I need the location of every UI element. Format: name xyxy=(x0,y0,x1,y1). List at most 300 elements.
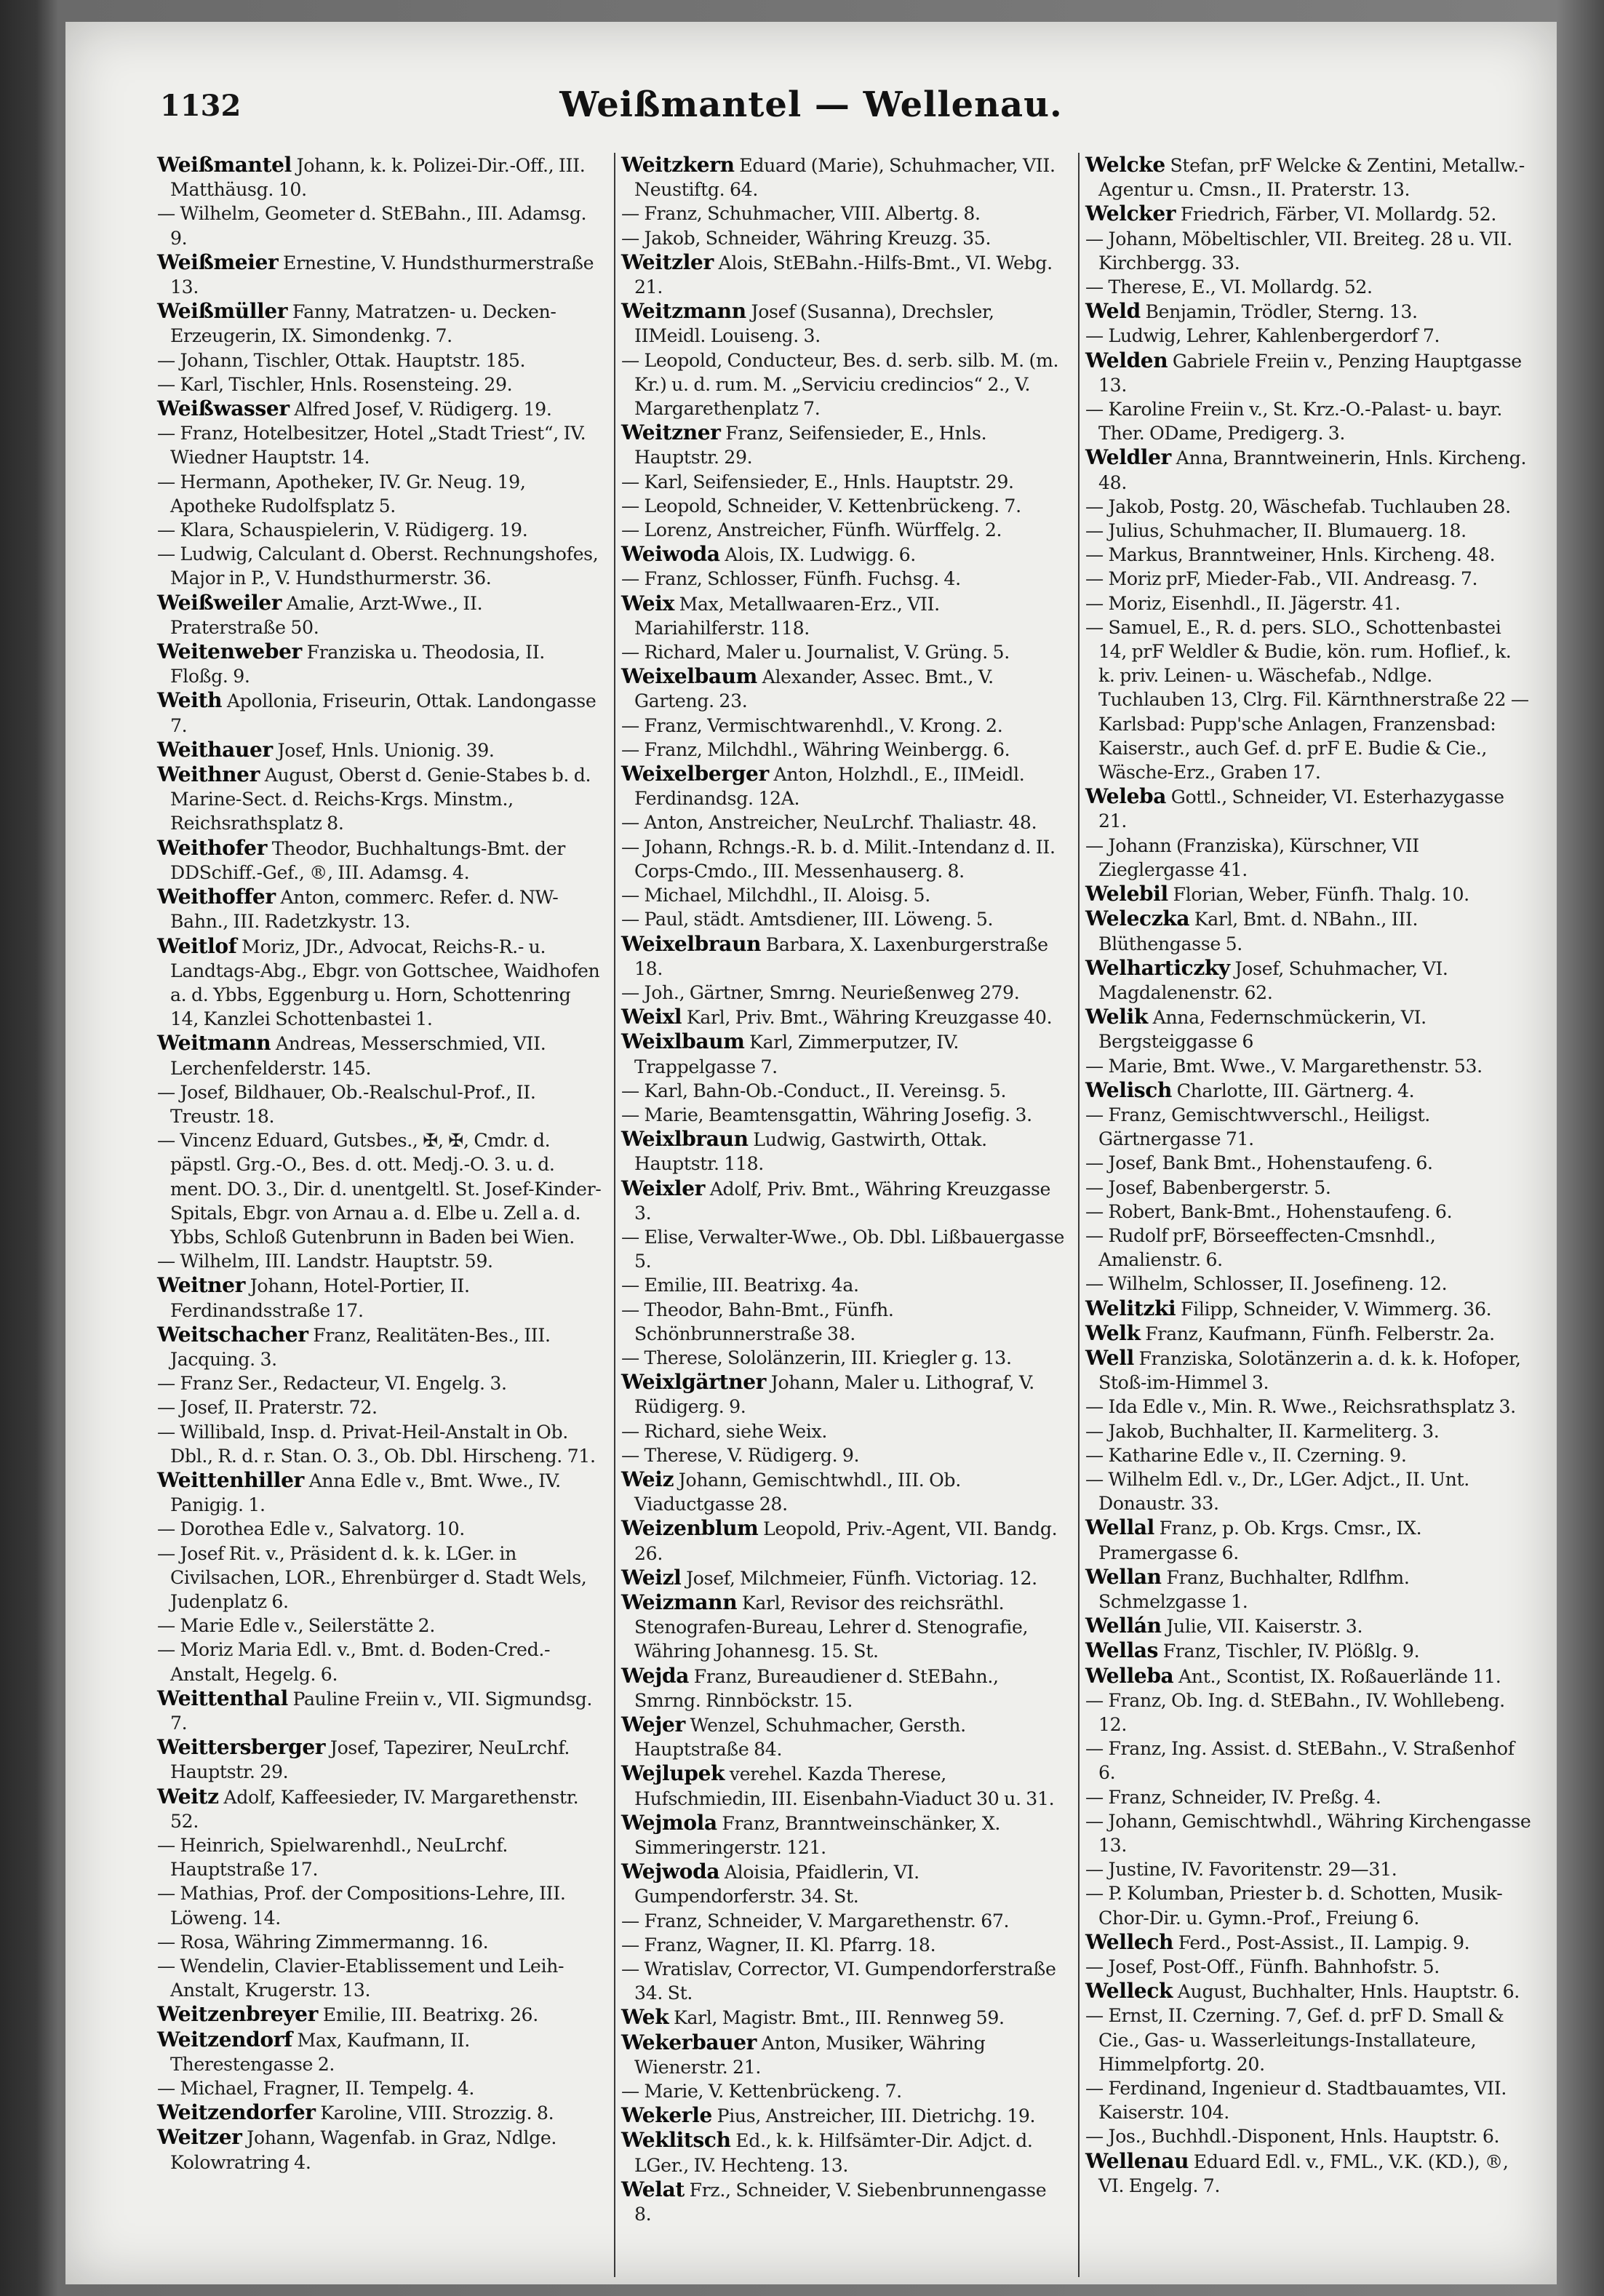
directory-entry xyxy=(157,836,602,885)
directory-entry xyxy=(157,1785,602,1833)
entry-surname: Weizenblum xyxy=(621,1516,759,1541)
directory-entry xyxy=(621,2103,1066,2128)
directory-entry xyxy=(157,1128,602,1249)
entry-surname: Weixelbaum xyxy=(621,664,757,689)
entry-details: Eduard Edl. v., FML., V.K. (KD.), ®, VI. Engelg. 7. xyxy=(1098,2150,1509,2196)
directory-entry xyxy=(157,299,602,348)
entry-details: Filipp, Schneider, V. Wimmerg. 36. xyxy=(1176,1298,1492,1320)
directory-entry xyxy=(621,1811,1066,1859)
entry-surname: Welitzki xyxy=(1085,1296,1176,1320)
entry-details: — Leopold, Schneider, V. Kettenbrückeng. 7. xyxy=(621,495,1021,517)
entry-details: Franz, Realitäten-Bes., III. Jacquing. 3. xyxy=(170,1324,551,1370)
directory-entry xyxy=(621,1443,1066,1467)
entry-details: — Josef, II. Praterstr. 72. xyxy=(157,1397,378,1419)
column-middle xyxy=(615,153,1080,2277)
directory-entry xyxy=(621,640,1066,664)
directory-entry xyxy=(621,250,1066,299)
entry-details: Gabriele Freiin v., Penzing Hauptgasse 13. xyxy=(1098,350,1522,396)
entry-details: — Therese, E., VI. Mollardg. 52. xyxy=(1085,276,1373,298)
directory-entry xyxy=(157,1395,602,1419)
entry-surname: Weitzenbreyer xyxy=(157,2002,319,2027)
directory-entry xyxy=(157,1614,602,1638)
directory-entry xyxy=(1085,1664,1532,1689)
entry-details: Karl, Magistr. Bmt., III. Rennweg 59. xyxy=(669,2007,1005,2029)
entry-details: Franz, Buchhalter, Rdlfhm. Schmelzgasse 1. xyxy=(1098,1566,1410,1612)
directory-entry xyxy=(621,1566,1066,1590)
entry-details: Josef, Tapezirer, NeuLrchf. Hauptstr. 29. xyxy=(170,1737,570,1783)
entry-details: — Lorenz, Anstreicher, Fünfh. Würffelg. 2. xyxy=(621,519,1002,541)
directory-entry xyxy=(621,883,1066,907)
directory-entry xyxy=(621,1029,1066,1078)
entry-surname: Weittenthal xyxy=(157,1686,288,1710)
entry-surname: Wekerbauer xyxy=(621,2030,757,2054)
entry-details: — Franz, Schneider, IV. Preßg. 4. xyxy=(1085,1786,1381,1808)
entry-details: — Wilhelm, Geometer d. StEBahn., III. Adamsg. 9. xyxy=(157,203,587,249)
entry-details: Adolf, Priv. Bmt., Währing Kreuzgasse 3. xyxy=(634,1178,1051,1224)
entry-surname: Welk xyxy=(1085,1320,1141,1345)
directory-entry xyxy=(157,1930,602,1954)
entry-details: — Johann, Möbeltischler, VII. Breiteg. 28 u. VII. Kirchbergg. 33. xyxy=(1085,228,1512,274)
entry-details: — Johann (Franziska), Kürschner, VII Zieglergasse 41. xyxy=(1085,834,1419,880)
entry-details: — P. Kolumban, Priester b. d. Schotten, Musik-Chor-Dir. u. Gymn.-Prof., Freiung 6. xyxy=(1085,1883,1503,1929)
entry-surname: Weitschacher xyxy=(157,1322,308,1347)
directory-entry xyxy=(621,567,1066,591)
entry-details: Franz, Seifensieder, E., Hnls. Hauptstr. 29. xyxy=(634,423,987,469)
entry-surname: Weitz xyxy=(157,1784,219,1809)
entry-details: — Johann, Gemischtwhdl., Währing Kirchengasse 13. xyxy=(1085,1810,1531,1857)
entry-details: — Wilhelm Edl. v., Dr., LGer. Adjct., II. Unt. Donaustr. 33. xyxy=(1085,1468,1469,1515)
entry-surname: Wellán xyxy=(1085,1614,1162,1638)
entry-details: — Karl, Bahn-Ob.-Conduct., II. Vereinsg. 5. xyxy=(621,1080,1007,1101)
entry-details: Franziska, Solotänzerin a. d. k. k. Hofoper, Stoß-im-Himmel 3. xyxy=(1098,1347,1521,1394)
entry-surname: Weith xyxy=(157,688,223,713)
directory-entry xyxy=(157,738,602,762)
entry-surname: Weiwoda xyxy=(621,542,720,567)
directory-entry xyxy=(157,1249,602,1273)
directory-entry xyxy=(1085,1419,1532,1443)
entry-details: Anton, commerc. Refer. d. NW-Bahn., III. Radetzkystr. 13. xyxy=(170,887,559,933)
entry-details: — Hermann, Apotheker, IV. Gr. Neug. 19, Apotheke Rudolfsplatz 5. xyxy=(157,471,526,517)
directory-entry xyxy=(621,1419,1066,1443)
directory-entry xyxy=(1085,956,1532,1005)
directory-entry xyxy=(1085,1955,1532,1979)
entry-details: Adolf, Kaffeesieder, IV. Margarethenstr. 52. xyxy=(170,1786,579,1832)
directory-entry xyxy=(621,1933,1066,1957)
entry-details: Frz., Schneider, V. Siebenbrunnengasse 8. xyxy=(634,2179,1047,2225)
entry-details: — Wilhelm, III. Landstr. Hauptstr. 59. xyxy=(157,1251,493,1272)
directory-entry xyxy=(1085,519,1532,543)
entry-details: — Michael, Milchdhl., II. Aloisg. 5. xyxy=(621,885,930,906)
entry-surname: Weitzkern xyxy=(621,153,735,177)
entry-details: Apollonia, Friseurin, Ottak. Landongasse 7. xyxy=(170,690,596,736)
entry-details: — Franz, Milchdhl., Währing Weinbergg. 6. xyxy=(621,738,1010,760)
directory-entry xyxy=(1085,445,1532,494)
directory-entry xyxy=(1085,1638,1532,1663)
directory-entry xyxy=(621,226,1066,250)
entry-details: — Dorothea Edle v., Salvatorg. 10. xyxy=(157,1518,465,1540)
entry-surname: Wejer xyxy=(621,1713,685,1737)
directory-entry xyxy=(1085,2124,1532,2148)
entry-surname: Welik xyxy=(1085,1005,1148,1029)
entry-details: — Michael, Fragner, II. Tempelg. 4. xyxy=(157,2078,474,2100)
directory-entry xyxy=(621,1079,1066,1103)
entry-surname: Wejwoda xyxy=(621,1859,720,1884)
entry-details: Anna, Branntweinerin, Hnls. Kircheng. 48. xyxy=(1098,447,1527,493)
entry-details: — Rudolf prF, Börseeffecten-Cmsnhdl., Amalienstr. 6. xyxy=(1085,1224,1436,1271)
entry-details: Anna, Federnschmückerin, VI. Bergsteiggasse 6 xyxy=(1098,1007,1427,1053)
directory-entry xyxy=(1085,324,1532,348)
directory-entry xyxy=(1085,882,1532,906)
entry-details: Anna Edle v., Bmt. Wwe., IV. Panigig. 1. xyxy=(170,1470,561,1516)
entry-details: Benjamin, Trödler, Sterng. 13. xyxy=(1140,301,1418,323)
directory-entry xyxy=(157,1273,602,1322)
entry-surname: Weißmüller xyxy=(157,299,288,324)
entry-details: — Joh., Gärtner, Smrng. Neurießenweg 279. xyxy=(621,981,1020,1003)
entry-surname: Weitner xyxy=(157,1273,246,1298)
directory-entry xyxy=(621,1713,1066,1761)
directory-entry xyxy=(621,202,1066,226)
entry-details: August, Oberst d. Genie-Stabes b. d. Marine-Sect. d. Reichs-Krgs. Minstm., Reichsrathsplatz 8. xyxy=(170,765,591,834)
directory-entry xyxy=(621,1761,1066,1810)
entry-details: — Moriz prF, Mieder-Fab., VII. Andreasg. 7. xyxy=(1085,568,1478,590)
directory-entry xyxy=(621,348,1066,421)
entry-surname: Weitzer xyxy=(157,2125,242,2150)
directory-entry xyxy=(621,762,1066,810)
entry-details: — Vincenz Eduard, Gutsbes., ✠, ✠, Cmdr. d. päpstl. Grg.-O., Bes. d. ott. Medj.-O. 3. u. d. ment. DO. 3., Dir. d. unentgeltl. St. Josef-Kinder-Spitals, Ebgr. von Arnau a. d. Elbe u. Zell a. d. Ybbs, Schloß Gutenbrunn in Baden bei Wien. xyxy=(157,1130,602,1248)
entry-details: Max, Metallwaaren-Erz., VII. Mariahilferstr. 118. xyxy=(634,593,940,639)
entry-details: Ant., Scontist, IX. Roßauerlände 11. xyxy=(1173,1665,1501,1687)
entry-details: Franz, Tischler, IV. Plößlg. 9. xyxy=(1158,1641,1420,1662)
entry-surname: Welleck xyxy=(1085,1979,1173,2004)
directory-entry xyxy=(621,2177,1066,2226)
entry-details: Pauline Freiin v., VII. Sigmundsg. 7. xyxy=(170,1688,592,1734)
entry-details: Josef (Susanna), Drechsler, IIMeidl. Louiseng. 3. xyxy=(634,301,994,347)
entry-details: Moriz, JDr., Advocat, Reichs-R.- u. Landtags-Abg., Ebgr. von Gottschee, Waidhofen a. d. Ybbs, Eggenburg u. Horn, Schottenring 14, Kanzlei Schottenbastei 1. xyxy=(170,936,600,1030)
entry-details: — Franz, Ing. Assist. d. StEBahn., V. Straßenhof 6. xyxy=(1085,1738,1515,1784)
entry-details: Johann, Maler u. Lithograf, V. Rüdigerg. 9. xyxy=(634,1372,1034,1418)
entry-details: Karl, Zimmerputzer, IV. Trappelgasse 7. xyxy=(634,1032,959,1077)
entry-details: August, Buchhalter, Hnls. Hauptstr. 6. xyxy=(1173,1981,1520,2003)
entry-surname: Weizmann xyxy=(621,1590,738,1614)
directory-entry xyxy=(1085,1689,1532,1737)
entry-details: Franziska u. Theodosia, II. Floßg. 9. xyxy=(170,642,545,687)
directory-entry xyxy=(157,885,602,933)
directory-entry xyxy=(1085,2004,1532,2076)
entry-details: — Franz, Gemischtwverschl., Heiligst. Gärtnergasse 71. xyxy=(1085,1104,1430,1150)
page-header xyxy=(65,22,1557,131)
directory-entry xyxy=(1085,1296,1532,1321)
entry-surname: Wellenau xyxy=(1085,2148,1189,2173)
running-head: Weißmantel — Wellenau. xyxy=(559,84,1063,125)
directory-entry xyxy=(621,1590,1066,1664)
entry-surname: Welcker xyxy=(1085,202,1176,226)
entry-details: Alexander, Assec. Bmt., V. Garteng. 23. xyxy=(634,666,994,712)
directory-entry xyxy=(1085,153,1532,202)
directory-entry xyxy=(621,1176,1066,1225)
directory-entry xyxy=(1085,1176,1532,1200)
directory-entry xyxy=(621,1516,1066,1565)
entry-details: Stefan, prF Welcke & Zentini, Metallw.-Agentur u. Cmsn., II. Praterstr. 13. xyxy=(1098,155,1525,201)
entry-details: — Franz, Vermischtwarenhdl., V. Krong. 2. xyxy=(621,714,1003,736)
directory-entry xyxy=(1085,1881,1532,1929)
directory-entry xyxy=(1085,567,1532,591)
entry-details: — Mathias, Prof. der Compositions-Lehre, III. Löweng. 14. xyxy=(157,1883,566,1929)
directory-entry xyxy=(1085,1054,1532,1078)
entry-details: Ferd., Post-Assist., II. Lampig. 9. xyxy=(1173,1932,1470,1953)
entry-details: Franz, p. Ob. Krgs. Cmsr., IX. Pramergasse 6. xyxy=(1098,1518,1422,1563)
directory-entry xyxy=(621,420,1066,469)
column-left xyxy=(151,153,615,2277)
directory-entry xyxy=(1085,202,1532,226)
directory-entry xyxy=(621,835,1066,883)
directory-entry xyxy=(1085,1224,1532,1272)
directory-entry xyxy=(157,688,602,737)
directory-entry xyxy=(1085,1614,1532,1638)
directory-entry xyxy=(621,1103,1066,1127)
directory-entry xyxy=(621,981,1066,1005)
entry-surname: Weleba xyxy=(1085,784,1167,809)
directory-entry xyxy=(1085,1857,1532,1881)
entry-surname: Weizl xyxy=(621,1565,682,1590)
directory-entry xyxy=(157,1420,602,1468)
entry-details: — Jos., Buchhdl.-Disponent, Hnls. Hauptstr. 6. xyxy=(1085,2126,1500,2148)
directory-entry xyxy=(157,1954,602,2002)
entry-details: — Rosa, Währing Zimmermanng. 16. xyxy=(157,1931,489,1953)
entry-surname: Weithner xyxy=(157,762,260,787)
entry-details: Alois, IX. Ludwigg. 6. xyxy=(719,544,916,566)
entry-surname: Weixlbraun xyxy=(621,1127,749,1152)
directory-entry xyxy=(157,1323,602,1371)
entry-details: Josef, Hnls. Unionig. 39. xyxy=(272,739,495,761)
entry-surname: Weitlof xyxy=(157,933,237,958)
entry-details: — Samuel, E., R. d. pers. SLO., Schottenbastei 14, prF Weldler & Budie, kön. rum. Hoflief., k. k. priv. Leinen- u. Wäschefab., Ndlge. Tuchlauben 13, Clrg. Fil. Kärnthnerstraße 22 — Karlsbad: Pupp'sche Anlagen, Franzensbad: Kaiserstr., auch Gef. d. prF E. Budie & Cie., Wäsche-Erz., Graben 17. xyxy=(1085,616,1529,784)
directory-entry xyxy=(621,932,1066,981)
directory-entry xyxy=(157,1031,602,1080)
column-right xyxy=(1080,153,1544,2277)
directory-entry xyxy=(157,591,602,639)
directory-entry xyxy=(621,1957,1066,2005)
entry-details: Josef, Milchmeier, Fünfh. Victoriag. 12. xyxy=(681,1567,1037,1589)
directory-entry xyxy=(1085,1346,1532,1395)
entry-surname: Well xyxy=(1085,1345,1134,1370)
directory-entry xyxy=(157,1542,602,1614)
entry-details: — Anton, Anstreicher, NeuLrchf. Thaliastr. 48. xyxy=(621,812,1037,834)
directory-entry xyxy=(1085,1979,1532,2004)
entry-details: — Marie, V. Kettenbrückeng. 7. xyxy=(621,2081,902,2102)
directory-entry xyxy=(1085,299,1532,324)
directory-entry xyxy=(621,714,1066,738)
directory-columns xyxy=(151,153,1544,2277)
directory-entry xyxy=(1085,397,1532,445)
directory-entry xyxy=(621,2030,1066,2079)
directory-entry xyxy=(157,2076,602,2100)
directory-entry xyxy=(157,934,602,1032)
entry-details: Alois, StEBahn.-Hilfs-Bmt., VI. Webg. 21. xyxy=(634,252,1053,298)
entry-details: — Therese, V. Rüdigerg. 9. xyxy=(621,1444,860,1466)
entry-details: — Franz, Ob. Ing. d. StEBahn., IV. Wohllebeng. 12. xyxy=(1085,1689,1505,1735)
directory-entry xyxy=(157,421,602,469)
entry-surname: Weißmeier xyxy=(157,250,279,274)
directory-entry xyxy=(1085,906,1532,955)
entry-details: — Theodor, Bahn-Bmt., Fünfh. Schönbrunnerstraße 38. xyxy=(621,1299,894,1344)
entry-details: Ludwig, Gastwirth, Ottak. Hauptstr. 118. xyxy=(634,1129,987,1175)
directory-entry xyxy=(1085,1809,1532,1857)
entry-surname: Welcke xyxy=(1085,153,1165,177)
entry-surname: Weleczka xyxy=(1085,906,1190,931)
entry-surname: Wejda xyxy=(621,1663,690,1688)
entry-details: — Josef, Post-Off., Fünfh. Bahnhofstr. 5. xyxy=(1085,1956,1440,1978)
entry-details: — Franz, Schlosser, Fünfh. Fuchsg. 4. xyxy=(621,568,961,590)
entry-details: — Therese, Sololänzerin, III. Kriegler g. 13. xyxy=(621,1347,1012,1368)
entry-details: Wenzel, Schuhmacher, Gersth. Hauptstraße 84. xyxy=(634,1715,966,1761)
entry-details: Emilie, III. Beatrixg. 26. xyxy=(318,2004,538,2026)
entry-details: Franz, Branntweinschänker, X. Simmeringerstr. 121. xyxy=(634,1812,1001,1859)
directory-entry xyxy=(621,1859,1066,1908)
directory-entry xyxy=(1085,1103,1532,1151)
directory-entry xyxy=(1085,1078,1532,1103)
directory-entry xyxy=(157,1833,602,1881)
directory-entry xyxy=(621,518,1066,542)
entry-surname: Weldler xyxy=(1085,445,1171,470)
entry-details: — Franz, Hotelbesitzer, Hotel „Stadt Triest“, IV. Wiedner Hauptstr. 14. xyxy=(157,423,586,469)
directory-entry xyxy=(1085,1272,1532,1296)
entry-details: Josef, Schuhmacher, VI. Magdalenenstr. 62. xyxy=(1098,957,1448,1003)
directory-entry xyxy=(1085,1395,1532,1419)
entry-details: — Klara, Schauspielerin, V. Rüdigerg. 19. xyxy=(157,519,528,541)
directory-entry xyxy=(157,396,602,421)
entry-details: — Heinrich, Spielwarenhdl., NeuLrchf. Hauptstraße 17. xyxy=(157,1835,508,1881)
entry-surname: Weithoffer xyxy=(157,885,276,909)
entry-details: Johann, Wagenfab. in Graz, Ndlge. Kolowratring 4. xyxy=(170,2127,557,2173)
directory-entry xyxy=(1085,1515,1532,1564)
directory-entry xyxy=(621,1298,1066,1346)
entry-surname: Weitzendorf xyxy=(157,2027,292,2052)
directory-entry xyxy=(621,1664,1066,1713)
directory-entry xyxy=(157,1468,602,1517)
directory-entry xyxy=(1085,1785,1532,1809)
directory-entry xyxy=(621,907,1066,931)
directory-entry xyxy=(621,470,1066,494)
entry-details: Amalie, Arzt-Wwe., II. Praterstraße 50. xyxy=(170,592,483,638)
entry-details: Karoline, VIII. Strozzig. 8. xyxy=(315,2102,554,2124)
directory-entry xyxy=(621,299,1066,348)
entry-surname: Weitzendorfer xyxy=(157,2100,316,2125)
directory-entry xyxy=(621,591,1066,640)
entry-surname: Weixelbraun xyxy=(621,931,762,956)
entry-surname: Weitzler xyxy=(621,250,714,274)
entry-details: verehel. Kazda Therese, Hufschmiedin, III. Eisenbahn-Viaduct 30 u. 31. xyxy=(634,1763,1055,1809)
directory-entry xyxy=(621,1225,1066,1273)
entry-details: — Richard, Maler u. Journalist, V. Grüng. 5. xyxy=(621,642,1010,663)
entry-surname: Wellan xyxy=(1085,1564,1162,1589)
entry-surname: Weiz xyxy=(621,1467,674,1491)
entry-surname: Weißmantel xyxy=(157,153,292,177)
entry-details: Max, Kaufmann, II. Therestengasse 2. xyxy=(170,2029,470,2075)
directory-entry xyxy=(1085,1467,1532,1515)
entry-details: — Franz Ser., Redacteur, VI. Engelg. 3. xyxy=(157,1373,507,1395)
entry-details: — Paul, städt. Amtsdiener, III. Löweng. 5. xyxy=(621,909,994,930)
entry-details: — Richard, siehe Weix. xyxy=(621,1420,828,1442)
directory-entry xyxy=(157,372,602,396)
directory-entry xyxy=(621,2005,1066,2030)
entry-details: — Karl, Seifensieder, E., Hnls. Hauptstr. 29. xyxy=(621,471,1014,493)
directory-entry xyxy=(621,542,1066,567)
directory-entry xyxy=(157,518,602,542)
entry-details: — Markus, Branntweiner, Hnls. Kircheng. 48. xyxy=(1085,544,1496,566)
entry-surname: Wek xyxy=(621,2005,669,2030)
entry-details: — Robert, Bank-Bmt., Hohenstaufeng. 6. xyxy=(1085,1200,1453,1222)
entry-surname: Weixlgärtner xyxy=(621,1370,767,1395)
entry-details: — Franz, Wagner, II. Kl. Pfarrg. 18. xyxy=(621,1934,936,1956)
directory-entry xyxy=(157,1686,602,1735)
entry-surname: Wellas xyxy=(1085,1638,1159,1663)
entry-surname: Weißwasser xyxy=(157,396,290,421)
entry-details: — Moriz, Eisenhdl., II. Jägerstr. 41. xyxy=(1085,592,1400,614)
entry-details: — Wendelin, Clavier-Etablissement und Leih-Anstalt, Krugerstr. 13. xyxy=(157,1956,564,2001)
entry-details: — Ferdinand, Ingenieur d. Stadtbauamtes, VII. Kaiserstr. 104. xyxy=(1085,2078,1507,2124)
entry-surname: Wekerle xyxy=(621,2103,712,2128)
entry-details: — Franz, Schneider, V. Margarethenstr. 67. xyxy=(621,1910,1010,1932)
directory-page xyxy=(65,22,1557,2284)
entry-details: — Leopold, Conducteur, Bes. d. serb. silb. M. (m. Kr.) u. d. rum. M. „Serviciu credincios“ 2., V. Margarethenplatz 7. xyxy=(621,349,1059,420)
entry-details: Franz, Kaufmann, Fünfh. Felberstr. 2a. xyxy=(1140,1323,1495,1344)
entry-surname: Welat xyxy=(621,2177,685,2201)
entry-details: — Marie Edle v., Seilerstätte 2. xyxy=(157,1615,436,1637)
entry-details: Fanny, Matratzen- u. Decken-Erzeugerin, IX. Simondenkg. 7. xyxy=(170,301,556,347)
entry-details: — Josef, Babenbergerstr. 5. xyxy=(1085,1176,1331,1198)
entry-surname: Welleba xyxy=(1085,1663,1174,1688)
directory-entry xyxy=(621,2079,1066,2103)
entry-details: — Marie, Bmt. Wwe., V. Margarethenstr. 53. xyxy=(1085,1055,1483,1077)
entry-surname: Wellech xyxy=(1085,1929,1174,1954)
directory-entry xyxy=(621,1005,1066,1029)
directory-entry xyxy=(1085,1200,1532,1224)
directory-entry xyxy=(621,664,1066,713)
directory-entry xyxy=(157,202,602,250)
entry-surname: Weld xyxy=(1085,299,1141,324)
entry-details: Friedrich, Färber, VI. Mollardg. 52. xyxy=(1176,204,1497,226)
entry-details: — Justine, IV. Favoritenstr. 29—31. xyxy=(1085,1859,1397,1881)
entry-details: — Jakob, Postg. 20, Wäschefab. Tuchlauben 28. xyxy=(1085,495,1511,517)
entry-details: — Julius, Schuhmacher, II. Blumauerg. 18. xyxy=(1085,520,1467,542)
entry-surname: Weithofer xyxy=(157,835,268,860)
entry-details: — Moriz Maria Edl. v., Bmt. d. Boden-Cred.-Anstalt, Hegelg. 6. xyxy=(157,1639,551,1685)
entry-details: Pius, Anstreicher, III. Dietrichg. 19. xyxy=(711,2105,1036,2127)
entry-surname: Weißweiler xyxy=(157,590,282,615)
directory-entry xyxy=(621,1127,1066,1176)
directory-entry xyxy=(1085,1321,1532,1346)
entry-surname: Weitzmann xyxy=(621,299,746,324)
directory-entry xyxy=(157,348,602,372)
directory-entry xyxy=(1085,495,1532,519)
directory-entry xyxy=(157,2028,602,2076)
directory-entry xyxy=(157,2002,602,2027)
entry-details: — Willibald, Insp. d. Privat-Heil-Anstalt in Ob. Dbl., R. d. r. Stan. O. 3., Ob. Dbl. Hirscheng. 71. xyxy=(157,1421,596,1467)
entry-details: — Jakob, Buchhalter, II. Karmeliterg. 3. xyxy=(1085,1420,1440,1442)
entry-details: — Wilhelm, Schlosser, II. Josefineng. 12. xyxy=(1085,1273,1448,1295)
directory-entry xyxy=(621,1346,1066,1370)
entry-details: — Ludwig, Calculant d. Oberst. Rechnungshofes, Major in P., V. Hundsthurmerstr. 36. xyxy=(157,543,599,589)
entry-details: — Josef Rit. v., Präsident d. k. k. LGer. in Civilsachen, LOR., Ehrenbürger d. Stadt Wels, Judenplatz 6. xyxy=(157,1542,587,1612)
directory-entry xyxy=(157,1371,602,1395)
directory-entry xyxy=(621,1467,1066,1516)
entry-surname: Welisch xyxy=(1085,1077,1172,1102)
entry-details: Julie, VII. Kaiserstr. 3. xyxy=(1161,1616,1363,1638)
entry-details: — Elise, Verwalter-Wwe., Ob. Dbl. Lißbauergasse 5. xyxy=(621,1226,1065,1272)
directory-entry xyxy=(1085,348,1532,397)
entry-surname: Weittenhiller xyxy=(157,1467,304,1492)
directory-entry xyxy=(1085,1565,1532,1614)
